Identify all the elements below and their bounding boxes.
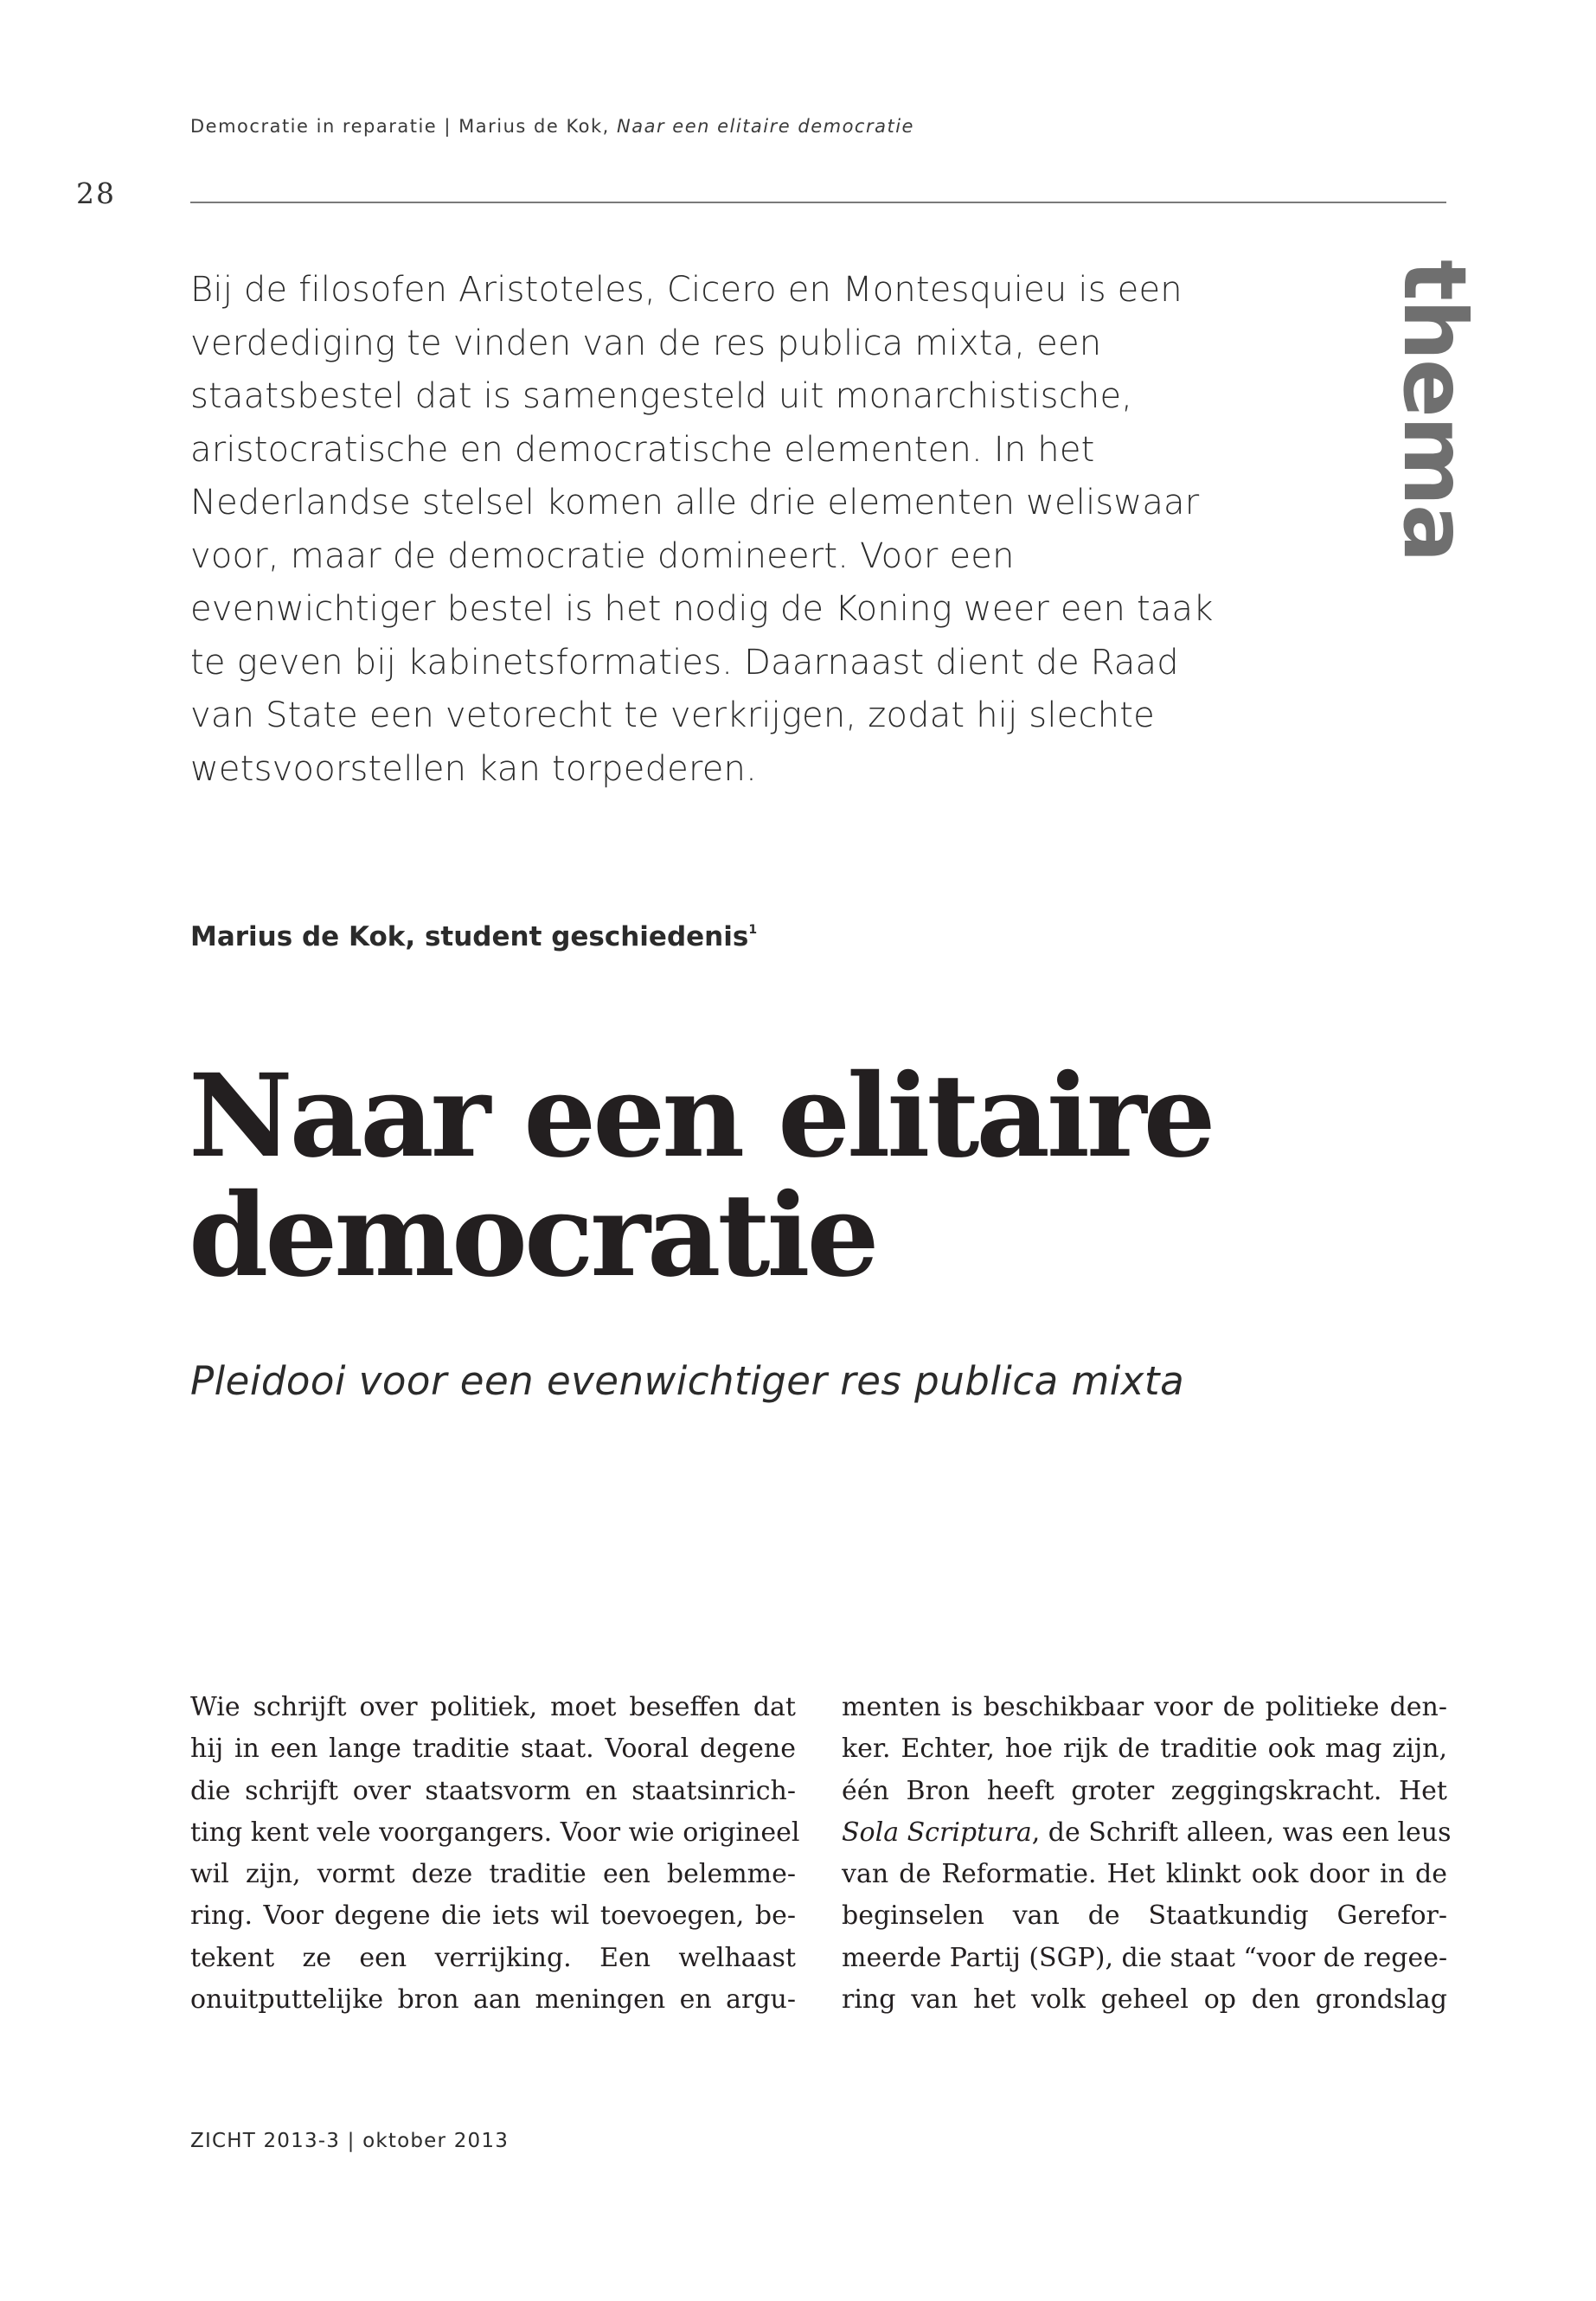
body-column-right — [842, 1687, 1452, 2021]
running-head-italic: Naar een elitaire democratie — [617, 116, 914, 137]
page-footer: ZICHT 2013-3 | oktober 2013 — [190, 2130, 510, 2152]
intro-line: Bij de filosofen Aristoteles, Cicero en Montesquieu is een — [190, 270, 1183, 310]
body-line: beginselen van de Staatkundig Gerefor- — [842, 1900, 1447, 1932]
intro-line: van State een vetorecht te verkrijgen, zodat hij slechte — [190, 695, 1155, 735]
intro-line: verdediging te vinden van de res publica mixta, een — [190, 323, 1102, 363]
intro-paragraph — [190, 264, 1228, 796]
page-number: 28 — [76, 176, 116, 210]
italic-term: Sola Scriptura — [842, 1817, 1032, 1848]
intro-line: te geven bij kabinetsformaties. Daarnaast dient de Raad — [190, 642, 1179, 683]
title-line: democratie — [189, 1169, 876, 1303]
body-line: die schrijft over staatsvorm en staatsinrich- — [190, 1775, 796, 1806]
body-line: ting kent vele voorgangers. Voor wie origineel — [190, 1817, 800, 1848]
running-head-plain: Democratie in reparatie | Marius de Kok, — [190, 116, 618, 137]
author-name: Marius de Kok, student geschiedenis — [190, 921, 749, 952]
side-label — [1382, 260, 1486, 561]
body-line: hij in een lange traditie staat. Vooral degene — [190, 1734, 796, 1765]
title-line: Naar een elitaire — [189, 1049, 1213, 1183]
body-line: wil zijn, vormt deze traditie een belemme- — [190, 1859, 796, 1890]
footnote-marker[interactable]: 1 — [748, 923, 758, 937]
body-line: onuitputtelijke bron aan meningen en argu- — [190, 1984, 796, 2016]
intro-line: evenwichtiger bestel is het nodig de Koning weer een taak — [190, 589, 1214, 629]
body-line: tekent ze een verrijking. Een welhaast — [190, 1942, 796, 1973]
intro-line: wetsvoorstellen kan torpederen. — [190, 748, 758, 789]
body-line — [842, 1812, 1452, 1854]
intro-line: Nederlandse stelsel komen alle drie elementen weliswaar — [190, 483, 1200, 522]
body-line: meerde Partij (SGP), die staat “voor de regee- — [842, 1942, 1448, 1973]
author-byline — [190, 921, 757, 952]
body-line: ker. Echter, hoe rijk de traditie ook mag zijn, — [842, 1734, 1447, 1765]
body-line: ring. Voor degene die iets wil toevoegen, be- — [190, 1900, 796, 1932]
body-column-left — [190, 1687, 800, 2021]
running-header — [190, 116, 914, 137]
article-subtitle: Pleidooi voor een evenwichtiger res publica mixta — [190, 1358, 1185, 1404]
body-line: van de Reformatie. Het klinkt ook door in de — [842, 1859, 1447, 1890]
body-line: één Bron heeft groter zeggingskracht. Het — [842, 1775, 1447, 1806]
article-title — [189, 1049, 1400, 1303]
intro-line: voor, maar de democratie domineert. Voor een — [190, 535, 1015, 576]
body-line: ring van het volk geheel op den grondslag — [842, 1984, 1447, 2016]
side-label-text: thema — [1384, 260, 1485, 561]
body-line: Wie schrijft over politiek, moet beseffen dat — [190, 1692, 796, 1722]
intro-line: aristocratische en democratische elementen. In het — [190, 429, 1095, 470]
body-line-rest: , de Schrift alleen, was een leus — [1031, 1817, 1452, 1848]
header-rule — [190, 202, 1446, 203]
intro-line: staatsbestel dat is samengesteld uit monarchistische, — [190, 376, 1133, 416]
body-line: menten is beschikbaar voor de politieke den- — [842, 1692, 1447, 1722]
